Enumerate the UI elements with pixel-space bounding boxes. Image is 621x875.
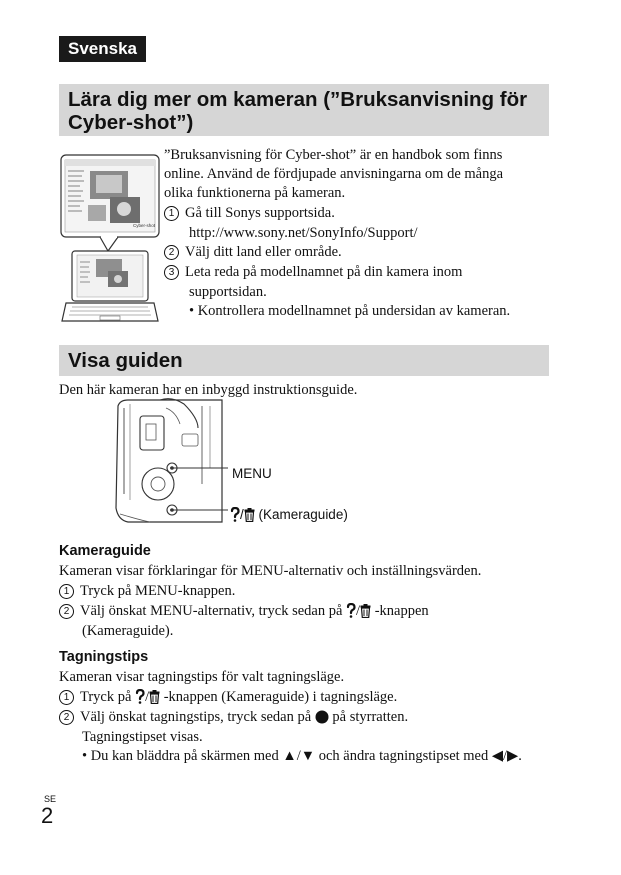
- tagningstips-desc: Kameran visar tagningstips för valt tagningsläge.: [59, 669, 345, 685]
- language-tab: Svenska: [59, 36, 146, 62]
- kameraguide-step-1: [59, 582, 235, 602]
- section-heading-guide: [59, 345, 549, 376]
- guide-sep: /: [240, 507, 244, 522]
- tagningstips-sep: /: [145, 689, 150, 705]
- region-code: SE: [44, 794, 57, 804]
- manual-intro-line-3: olika funktionerna på kameran.: [164, 185, 346, 201]
- trash-icon: [149, 690, 160, 704]
- trash-icon: [244, 508, 255, 522]
- tagningstips-step-1-end: -knappen (Kameraguide) i tagningsläge.: [163, 689, 398, 705]
- manual-step-3-text: Leta reda på modellnamnet på din kamera inom: [185, 264, 463, 280]
- kameraguide-step-2-cont: (Kameraguide).: [82, 623, 174, 639]
- laptop-illustration: [60, 153, 160, 325]
- manual-step-3-cont: supportsidan.: [189, 284, 267, 300]
- guide-button-label: [230, 507, 348, 523]
- manual-step-1-text: Gå till Sonys supportsida.: [185, 205, 335, 221]
- trash-icon: [360, 604, 371, 618]
- page-number: 2: [41, 803, 54, 828]
- kameraguide-step-2-end: -knappen: [374, 603, 429, 619]
- support-url-link[interactable]: http://www.sony.net/SonyInfo/Support/: [189, 225, 418, 241]
- section-heading-guide-text: Visa guiden: [68, 349, 183, 372]
- tagningstips-bullet-a: • Du kan bläddra på skärmen med: [82, 748, 279, 764]
- tagningstips-step-2: [59, 708, 408, 728]
- left-right-arrows-icon: ◀/▶: [491, 748, 519, 764]
- manual-step-3: [164, 263, 462, 283]
- tagningstips-bullet-b: och ändra tagningstipset med: [318, 748, 489, 764]
- tagningstips-step-2-cont: Tagningstipset visas.: [82, 729, 203, 745]
- center-button-icon: [315, 710, 329, 724]
- tagningstips-step-2-text: Välj önskat tagningstips, tryck sedan på: [80, 709, 312, 725]
- section-heading-manual-text: Lära dig mer om kameran (”Bruksanvisning för Cyber-shot”): [68, 88, 528, 134]
- manual-step-2-text: Välj ditt land eller område.: [185, 244, 342, 260]
- help-question-icon: [135, 689, 145, 704]
- section-heading-manual: [59, 84, 549, 136]
- diagram-callout-lines: [170, 460, 230, 516]
- tagningstips-heading: Tagningstips: [59, 649, 149, 665]
- manual-intro-line-1: ”Bruksanvisning för Cyber-shot” är en handbok som finns: [164, 147, 503, 163]
- help-question-icon: [230, 507, 240, 522]
- kameraguide-step-2-text: Välj önskat MENU-alternativ, tryck sedan på: [80, 603, 343, 619]
- kameraguide-sep: /: [356, 603, 361, 619]
- manual-step-1: [164, 204, 335, 224]
- tagningstips-step-1: [59, 688, 397, 708]
- tagningstips-bullet: [82, 747, 522, 767]
- step-number: 1: [59, 584, 74, 599]
- help-question-icon: [346, 603, 356, 618]
- kameraguide-desc: Kameran visar förklaringar för MENU-alternativ och inställningsvärden.: [59, 563, 482, 579]
- guide-intro: Den här kameran har en inbyggd instruktionsguide.: [59, 382, 358, 398]
- step-number: 2: [59, 604, 74, 619]
- step-number: 2: [59, 710, 74, 725]
- manual-step-2: [164, 243, 342, 263]
- cyber-shot-logo: Cyber-shot: [132, 223, 156, 228]
- step-number: 1: [164, 206, 179, 221]
- step-number: 3: [164, 265, 179, 280]
- kameraguide-heading: Kameraguide: [59, 543, 151, 559]
- step-number: 2: [164, 245, 179, 260]
- kameraguide-step-1-text: Tryck på MENU-knappen.: [80, 583, 236, 599]
- tagningstips-step-1-text: Tryck på: [80, 689, 132, 705]
- up-down-arrows-icon: ▲/▼: [282, 748, 316, 764]
- manual-bullet: • Kontrollera modellnamnet på undersidan av kameran.: [189, 303, 511, 319]
- menu-button-label: MENU: [232, 466, 272, 481]
- kameraguide-step-2: [59, 602, 429, 622]
- tagningstips-bullet-c: .: [518, 748, 522, 764]
- tagningstips-step-2-end: på styrratten.: [332, 709, 409, 725]
- guide-label-text: (Kameraguide): [258, 507, 348, 522]
- manual-intro-line-2: online. Använd de fördjupade anvisningarna om de många: [164, 166, 504, 182]
- step-number: 1: [59, 690, 74, 705]
